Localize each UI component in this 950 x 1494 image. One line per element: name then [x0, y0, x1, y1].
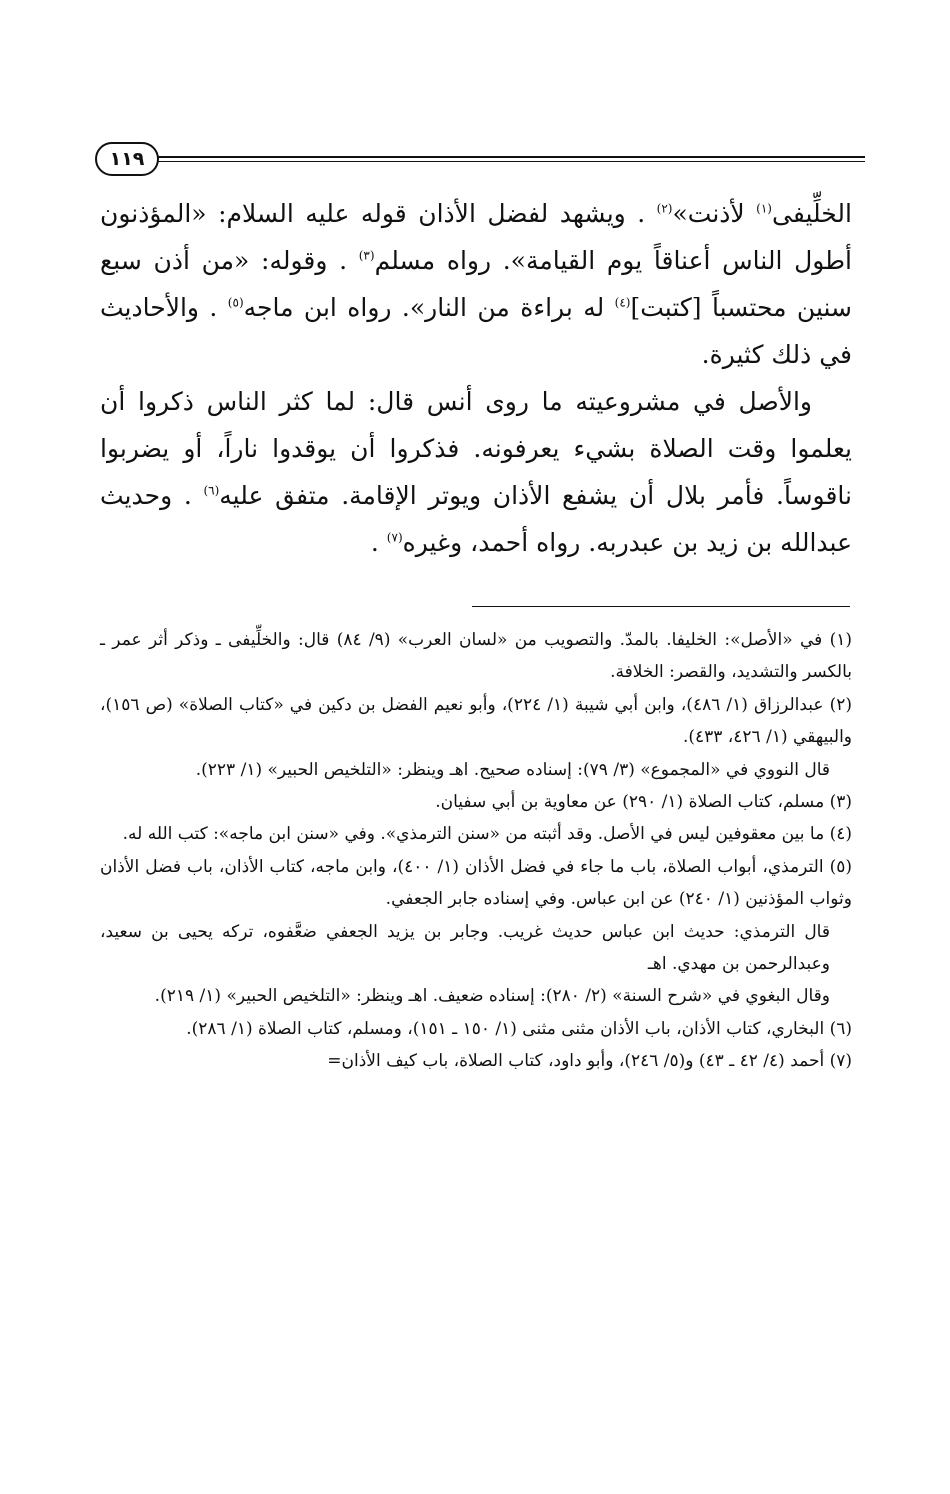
- footnote-6: (٦) البخاري، كتاب الأذان، باب الأذان مثنى مثنى (١/ ١٥٠ ـ ١٥١)، ومسلم، كتاب الصلاة (١/ ٢٨٦).: [186, 1018, 852, 1039]
- main-text: [100, 190, 852, 566]
- footnote-1: (١) في «الأصل»: الخليفا. بالمدّ. والتصويب من «لسان العرب» (٩/ ٨٤) قال: والخلِّيفى ـ وذكر أثر عمر ـ بالكسر والتشديد، والقصر: الخلافة.: [100, 630, 852, 683]
- text-run: الخلِّيفى: [771, 199, 852, 228]
- footnote-ref: (٢): [656, 201, 673, 216]
- text-run: . ويشهد لفضل الأذان قوله عليه السلام: «المؤذنون أطول الناس أعناقاً يوم القيامة». رواه مسلم: [100, 199, 853, 275]
- footnote-ref: (٦): [203, 483, 220, 498]
- footnote-ref: (١): [756, 201, 772, 216]
- header-rule-thick: [150, 156, 865, 158]
- footnote-ref: (٤): [614, 295, 631, 310]
- footnote-7: (٧) أحمد (٤/ ٤٢ ـ ٤٣) و(٥/ ٢٤٦)، وأبو داود، كتاب الصلاة، باب كيف الأذان=: [327, 1051, 852, 1072]
- footnote-ref: (٥): [227, 295, 244, 310]
- footnote-3: (٣) مسلم، كتاب الصلاة (١/ ٢٩٠) عن معاوية بن أبي سفيان.: [435, 792, 852, 813]
- footnote-5-note-2: وقال البغوي في «شرح السنة» (٢/ ٢٨٠): إسناده ضعيف. اهـ وينظر: «التلخيص الحبير» (١/ ٢١٩).: [154, 986, 830, 1007]
- footnote-separator: [472, 606, 850, 607]
- text-run: والأصل في مشروعيته ما روى أنس قال: لما كثر الناس ذكروا أن يعلموا وقت الصلاة بشيء يعرفونه. فذكروا أن يوقدوا ناراً، أو يضربوا ناقوساً. فأمر بلال أن يشفع الأذان ويوتر الإقامة. متفق عليه: [100, 387, 852, 510]
- footnote-2-note: قال النووي في «المجموع» (٣/ ٧٩): إسناده صحيح. اهـ وينظر: «التلخيص الحبير» (١/ ٢٢٣).: [195, 759, 830, 780]
- footnote-5-note-1: قال الترمذي: حديث ابن عباس حديث غريب. وجابر بن يزيد الجعفي ضعَّفوه، تركه يحيى بن سعيد، وعبدالرحمن بن مهدي. اهـ: [100, 921, 830, 975]
- text-run: .: [370, 528, 387, 557]
- footnote-5: (٥) الترمذي، أبواب الصلاة، باب ما جاء في فضل الأذان (١/ ٤٠٠)، وابن ماجه، كتاب الأذان، باب فضل الأذان وثواب المؤذنين (١/ ٢٤٠) عن ابن عباس. وفي إسناده جابر الجعفي.: [100, 856, 852, 910]
- page-header: [95, 140, 865, 180]
- footnote-2: (٢) عبدالرزاق (١/ ٤٨٦)، وابن أبي شيبة (١/ ٢٢٤)، وأبو نعيم الفضل بن دكين في «كتاب الصلاة» (ص ١٥٦)، والبيهقي (١/ ٤٢٦، ٤٣٣).: [100, 694, 853, 748]
- footnotes: [100, 624, 852, 1078]
- footnote-ref: (٧): [386, 530, 403, 545]
- text-run: . وحديث عبدالله بن زيد بن عبدربه. رواه أحمد، وغيره: [100, 481, 852, 557]
- paragraph-2: [100, 378, 852, 566]
- text-run: له براءة من النار». رواه ابن ماجه: [243, 293, 615, 322]
- paragraph-1: [100, 190, 852, 378]
- header-rule-thin: [150, 161, 865, 162]
- text-run: . والأحاديث في ذلك كثيرة.: [100, 293, 852, 369]
- footnote-ref: (٣): [358, 248, 375, 263]
- text-run: لأذنت»: [672, 199, 757, 228]
- page-number: ١١٩: [95, 142, 159, 176]
- text-run: . وقوله: «من أذن سبع سنين محتسباً [كتبت]: [100, 246, 852, 322]
- footnote-4: (٤) ما بين معقوفين ليس في الأصل. وقد أثبته من «سنن الترمذي». وفي «سنن ابن ماجه»: كتب الله له.: [122, 824, 852, 845]
